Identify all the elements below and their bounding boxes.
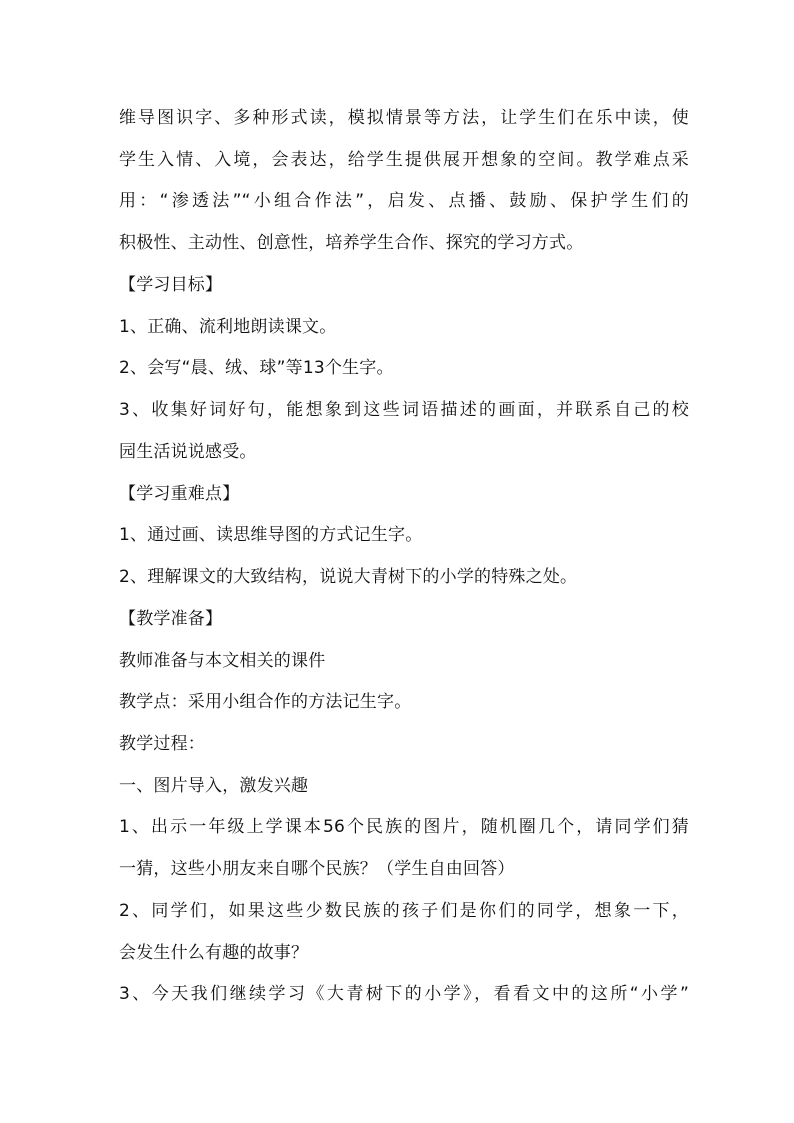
list-item: 1、通过画、读思维导图的方式记生字。: [119, 525, 423, 545]
list-item-continuation: 一猜，这些小朋友来自哪个民族？（学生自由回答）: [119, 859, 515, 879]
section-heading: 【学习目标】: [119, 275, 223, 295]
list-item: 3、今天我们继续学习《大青树下的小学》，看看文中的这所“小学”: [119, 984, 689, 1004]
paragraph-line: 教师准备与本文相关的课件: [119, 651, 326, 671]
list-item: 2、同学们，如果这些少数民族的孩子们是你们的同学，想象一下，: [119, 901, 689, 921]
list-item: 1、出示一年级上学课本56个民族的图片，随机圈几个，请同学们猜: [119, 817, 689, 837]
list-item: 1、正确、流利地朗读课文。: [119, 317, 337, 337]
list-item-continuation: 会发生什么有趣的故事？: [119, 943, 309, 963]
list-item: 2、会写“晨、绒、球”等13个生字。: [119, 358, 394, 378]
list-item: 3、收集好词好句，能想象到这些词语描述的画面，并联系自己的校: [119, 400, 689, 420]
section-heading: 【教学准备】: [119, 609, 223, 629]
paragraph-line: 教学点：采用小组合作的方法记生字。: [119, 692, 412, 712]
paragraph-line: 学生入情、入境，会表达，给学生提供展开想象的空间。教学难点采: [119, 150, 689, 170]
section-heading: 【学习重难点】: [119, 484, 240, 504]
section-heading: 一、图片导入，激发兴趣: [119, 776, 309, 796]
list-item: 2、理解课文的大致结构，说说大青树下的小学的特殊之处。: [119, 567, 578, 587]
list-item-continuation: 园生活说说感受。: [119, 442, 257, 462]
paragraph-line: 用：“渗透法”“小组合作法”，启发、点播、鼓励、保护学生们的: [119, 191, 689, 211]
paragraph-line: 维导图识字、多种形式读，模拟情景等方法，让学生们在乐中读，使: [119, 108, 689, 128]
paragraph-line: 教学过程：: [119, 734, 205, 754]
paragraph-line: 积极性、主动性、创意性，培养学生合作、探究的学习方式。: [119, 233, 584, 253]
